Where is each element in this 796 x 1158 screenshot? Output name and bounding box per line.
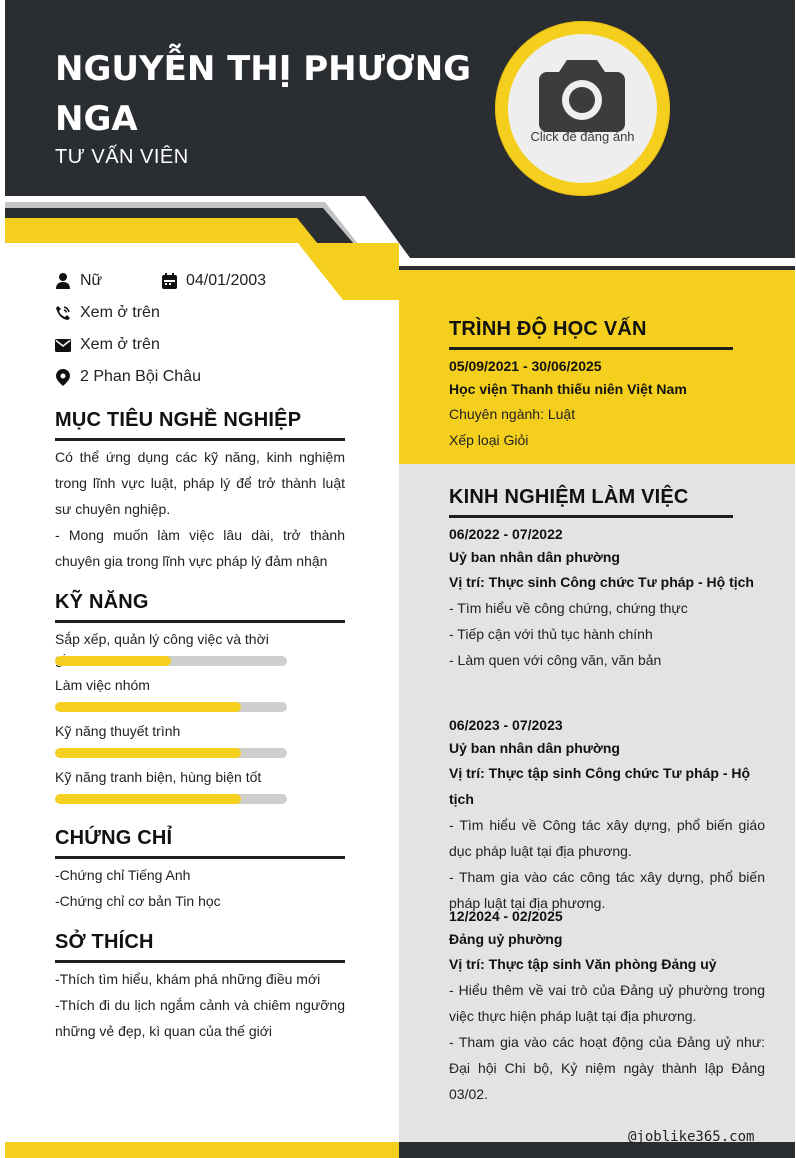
skill-item: [55, 629, 287, 666]
envelope-icon: [55, 337, 71, 353]
skill-item: [55, 767, 287, 804]
candidate-job-title: TƯ VẤN VIÊN: [55, 146, 189, 168]
experience-period: 06/2022 - 07/2022: [449, 526, 563, 542]
skill-bar-fill: [55, 656, 171, 666]
skills-title: KỸ NĂNG: [55, 591, 149, 613]
phone-value: Xem ở trên: [80, 304, 160, 321]
hobby-item: -Thích tìm hiểu, khám phá những điều mới: [55, 971, 321, 987]
education-major: Chuyên ngành: Luật: [449, 406, 576, 422]
experience-role: Vị trí: Thực tập sinh Công chức Tư pháp - Hộ tịch: [449, 765, 751, 807]
experience-line: - Tham gia vào các hoạt động của Đảng uỷ như: Đại hội Chi bộ, Kỷ niệm ngày thành lập Đảng 03/02.: [449, 1034, 765, 1102]
skill-bar: [55, 702, 287, 712]
phone-icon: [55, 305, 71, 321]
experience-title: KINH NGHIỆM LÀM VIỆC: [449, 486, 689, 508]
education-grade: Xếp loại Giỏi: [449, 432, 529, 448]
gender-value: Nữ: [80, 272, 103, 289]
certificates-divider: [55, 856, 345, 859]
skill-item: [55, 721, 287, 758]
skill-bar-fill: [55, 794, 241, 804]
photo-placeholder[interactable]: [508, 34, 657, 183]
skills-divider: [55, 620, 345, 623]
experience-entry: [449, 905, 765, 1107]
experience-line: - Tham gia vào các công tác xây dựng, phổ biến pháp luật tại địa phương.: [449, 869, 765, 911]
experience-line: - Hiểu thêm về vai trò của Đảng uỷ phường trong việc thực hiện pháp luật tại địa phương.: [449, 982, 765, 1024]
certificates-title: CHỨNG CHỈ: [55, 827, 173, 849]
education-school: Học viện Thanh thiếu niên Việt Nam: [449, 381, 687, 397]
skill-bar: [55, 794, 287, 804]
calendar-icon: [161, 273, 177, 289]
experience-org: Uỷ ban nhân dân phường: [449, 740, 620, 756]
experience-period: 06/2023 - 07/2023: [449, 717, 563, 733]
person-icon: [55, 273, 71, 289]
education-title: TRÌNH ĐỘ HỌC VẤN: [449, 318, 647, 340]
experience-line: - Tìm hiểu về công chứng, chứng thực: [449, 600, 688, 616]
experience-org: Uỷ ban nhân dân phường: [449, 549, 620, 565]
skill-item: [55, 675, 287, 712]
camera-icon: [537, 56, 627, 134]
skill-bar: [55, 748, 287, 758]
skill-bar-fill: [55, 748, 241, 758]
objective-title: MỤC TIÊU NGHỀ NGHIỆP: [55, 409, 302, 431]
objective-item: Có thể ứng dụng các kỹ năng, kinh nghiệm trong lĩnh vực luật, pháp lý để trở thành luật sư chuyên nghiệp.: [55, 449, 345, 517]
objective-item: - Mong muốn làm việc lâu dài, trở thành chuyên gia trong lĩnh vực pháp lý đảm nhận: [55, 527, 345, 569]
education-entry: [449, 355, 765, 453]
skill-bar-fill: [55, 702, 241, 712]
hobbies-divider: [55, 960, 345, 963]
hobby-item: -Thích đi du lịch ngắm cảnh và chiêm ngưỡng những vẻ đẹp, kì quan của thế giới: [55, 997, 345, 1039]
photo-caption: Click để đăng ảnh: [530, 129, 635, 144]
experience-line: - Tìm hiểu về Công tác xây dựng, phổ biến giáo dục pháp luật tại địa phương.: [449, 817, 765, 859]
skill-label: Kỹ năng thuyết trình: [55, 723, 181, 739]
hobbies-title: SỞ THÍCH: [55, 931, 154, 953]
experience-entry: [449, 523, 765, 673]
skill-bar: [55, 656, 287, 666]
email-value: Xem ở trên: [80, 336, 160, 353]
contact-gender: [55, 270, 102, 292]
watermark: @joblike365.com: [628, 1129, 755, 1145]
hobbies-list: [55, 966, 345, 1044]
footer-bar-left: [5, 1142, 399, 1158]
skill-label: Sắp xếp, quản lý công việc và thời: [55, 631, 269, 647]
contact-address: [55, 366, 201, 388]
experience-role: Vị trí: Thực tập sinh Văn phòng Đảng uỷ: [449, 956, 717, 972]
education-period: 05/09/2021 - 30/06/2025: [449, 358, 602, 374]
header-yellow-right: [343, 270, 795, 300]
experience-line: - Làm quen với công văn, văn bản: [449, 652, 662, 668]
certificates-list: [55, 862, 345, 914]
photo-upload[interactable]: [495, 21, 670, 196]
address-value: 2 Phan Bội Châu: [80, 368, 201, 385]
certificate-item: -Chứng chỉ Tiếng Anh: [55, 867, 191, 883]
birthdate-value: 04/01/2003: [186, 272, 267, 289]
contact-email: [55, 334, 160, 356]
skill-label: Kỹ năng tranh biện, hùng biện tốt: [55, 769, 262, 785]
experience-role: Vị trí: Thực sinh Công chức Tư pháp - Hộ tịch: [449, 574, 754, 590]
contact-phone: [55, 302, 160, 324]
experience-period: 12/2024 - 02/2025: [449, 908, 563, 924]
map-pin-icon: [55, 369, 71, 385]
experience-divider: [449, 515, 733, 518]
education-divider: [449, 347, 733, 350]
certificate-item: -Chứng chỉ cơ bản Tin học: [55, 893, 221, 909]
skill-label: Làm việc nhóm: [55, 677, 150, 693]
candidate-name: NGUYỄN THỊ PHƯƠNG NGA: [55, 49, 472, 139]
objective-divider: [55, 438, 345, 441]
experience-line: - Tiếp cận với thủ tục hành chính: [449, 626, 653, 642]
contact-birthdate: [161, 270, 266, 292]
experience-entry: [449, 714, 765, 916]
experience-org: Đảng uỷ phường: [449, 931, 563, 947]
objective-text: [55, 444, 345, 574]
